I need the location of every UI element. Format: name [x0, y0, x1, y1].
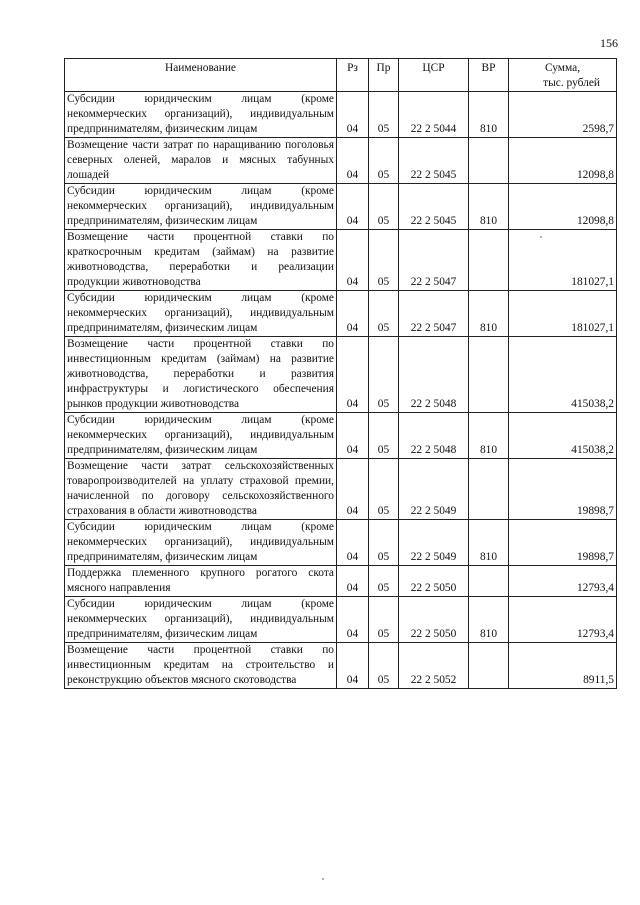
row-pr: 05	[369, 520, 399, 566]
table-row	[65, 230, 617, 291]
row-name: Субсидии юридическим лицам (кроме некоммерческих организаций), индивидуальным предпринимателям, физическим лицам	[65, 291, 337, 337]
row-pr: 05	[369, 566, 399, 597]
row-vr	[469, 459, 509, 520]
header-sum-line2: тыс. рублей	[543, 77, 600, 89]
table-row	[65, 643, 617, 689]
row-rz: 04	[337, 566, 369, 597]
budget-table	[64, 58, 617, 689]
row-pr: 05	[369, 337, 399, 413]
table-row	[65, 597, 617, 643]
row-sum: 19898,7	[509, 520, 617, 566]
row-name: Возмещение части процентной ставки по краткосрочным кредитам (займам) на развитие животноводства, переработки и реализации продукции животноводства	[65, 230, 337, 291]
row-csr: 22 2 5045	[399, 184, 469, 230]
row-sum: 12793,4	[509, 566, 617, 597]
row-sum: 181027,1	[509, 230, 617, 291]
row-name: Субсидии юридическим лицам (кроме некоммерческих организаций), индивидуальным предпринимателям, физическим лицам	[65, 92, 337, 138]
row-rz: 04	[337, 337, 369, 413]
table-row	[65, 459, 617, 520]
table-row	[65, 413, 617, 459]
row-pr: 05	[369, 138, 399, 184]
row-rz: 04	[337, 291, 369, 337]
header-csr: ЦСР	[399, 59, 469, 92]
row-rz: 04	[337, 597, 369, 643]
row-rz: 04	[337, 413, 369, 459]
row-sum: 2598,7	[509, 92, 617, 138]
row-pr: 05	[369, 643, 399, 689]
row-vr: 810	[469, 291, 509, 337]
row-rz: 04	[337, 230, 369, 291]
row-rz: 04	[337, 138, 369, 184]
row-vr	[469, 337, 509, 413]
row-sum: 12098,8	[509, 138, 617, 184]
table-row	[65, 337, 617, 413]
table-row	[65, 184, 617, 230]
row-sum: 415038,2	[509, 337, 617, 413]
row-name: Возмещение части затрат сельскохозяйственных товаропроизводителей на уплату страховой премии, начисленной по договору сельскохозяйственного страхования в области животноводства	[65, 459, 337, 520]
row-csr: 22 2 5047	[399, 291, 469, 337]
row-csr: 22 2 5049	[399, 520, 469, 566]
page-number: 156	[600, 36, 618, 50]
row-csr: 22 2 5044	[399, 92, 469, 138]
row-csr: 22 2 5050	[399, 597, 469, 643]
row-name: Субсидии юридическим лицам (кроме некоммерческих организаций), индивидуальным предпринимателям, физическим лицам	[65, 184, 337, 230]
row-csr: 22 2 5052	[399, 643, 469, 689]
header-sum	[509, 59, 617, 92]
row-csr: 22 2 5048	[399, 413, 469, 459]
row-rz: 04	[337, 520, 369, 566]
row-pr: 05	[369, 459, 399, 520]
table-row	[65, 520, 617, 566]
scan-speck	[322, 878, 324, 880]
row-pr: 05	[369, 413, 399, 459]
row-csr: 22 2 5047	[399, 230, 469, 291]
row-name: Субсидии юридическим лицам (кроме некоммерческих организаций), индивидуальным предпринимателям, физическим лицам	[65, 413, 337, 459]
row-csr: 22 2 5049	[399, 459, 469, 520]
table-row	[65, 92, 617, 138]
header-rz: Рз	[337, 59, 369, 92]
table-row	[65, 138, 617, 184]
row-vr	[469, 566, 509, 597]
row-pr: 05	[369, 291, 399, 337]
row-sum: 181027,1	[509, 291, 617, 337]
row-vr: 810	[469, 413, 509, 459]
row-vr	[469, 643, 509, 689]
row-name: Возмещение части затрат по наращиванию поголовья северных оленей, маралов и мясных табунных лошадей	[65, 138, 337, 184]
row-vr: 810	[469, 597, 509, 643]
row-sum: 8911,5	[509, 643, 617, 689]
row-rz: 04	[337, 459, 369, 520]
row-rz: 04	[337, 92, 369, 138]
header-name: Наименование	[65, 59, 337, 92]
row-name: Поддержка племенного крупного рогатого скота мясного направления	[65, 566, 337, 597]
row-vr	[469, 230, 509, 291]
row-csr: 22 2 5045	[399, 138, 469, 184]
table-row	[65, 291, 617, 337]
row-sum: 415038,2	[509, 413, 617, 459]
row-pr: 05	[369, 184, 399, 230]
row-pr: 05	[369, 230, 399, 291]
table-row	[65, 566, 617, 597]
row-sum: 19898,7	[509, 459, 617, 520]
row-vr: 810	[469, 184, 509, 230]
row-rz: 04	[337, 184, 369, 230]
row-name: Субсидии юридическим лицам (кроме некоммерческих организаций), индивидуальным предпринимателям, физическим лицам	[65, 520, 337, 566]
row-vr: 810	[469, 92, 509, 138]
row-name: Возмещение части процентной ставки по инвестиционным кредитам на строительство и реконструкцию объектов мясного скотоводства	[65, 643, 337, 689]
header-sum-line1: Сумма,	[544, 62, 581, 74]
row-pr: 05	[369, 92, 399, 138]
row-csr: 22 2 5048	[399, 337, 469, 413]
row-pr: 05	[369, 597, 399, 643]
row-vr: 810	[469, 520, 509, 566]
row-name: Возмещение части процентной ставки по инвестиционным кредитам (займам) на развитие животноводства, переработки и развития инфраструктуры и логистического обеспечения рынков продукции животноводства	[65, 337, 337, 413]
table-header-row	[65, 59, 617, 92]
header-vr: ВР	[469, 59, 509, 92]
row-csr: 22 2 5050	[399, 566, 469, 597]
header-pr: Пр	[369, 59, 399, 92]
row-rz: 04	[337, 643, 369, 689]
scan-speck	[540, 236, 542, 238]
row-name: Субсидии юридическим лицам (кроме некоммерческих организаций), индивидуальным предпринимателям, физическим лицам	[65, 597, 337, 643]
row-vr	[469, 138, 509, 184]
row-sum: 12098,8	[509, 184, 617, 230]
row-sum: 12793,4	[509, 597, 617, 643]
